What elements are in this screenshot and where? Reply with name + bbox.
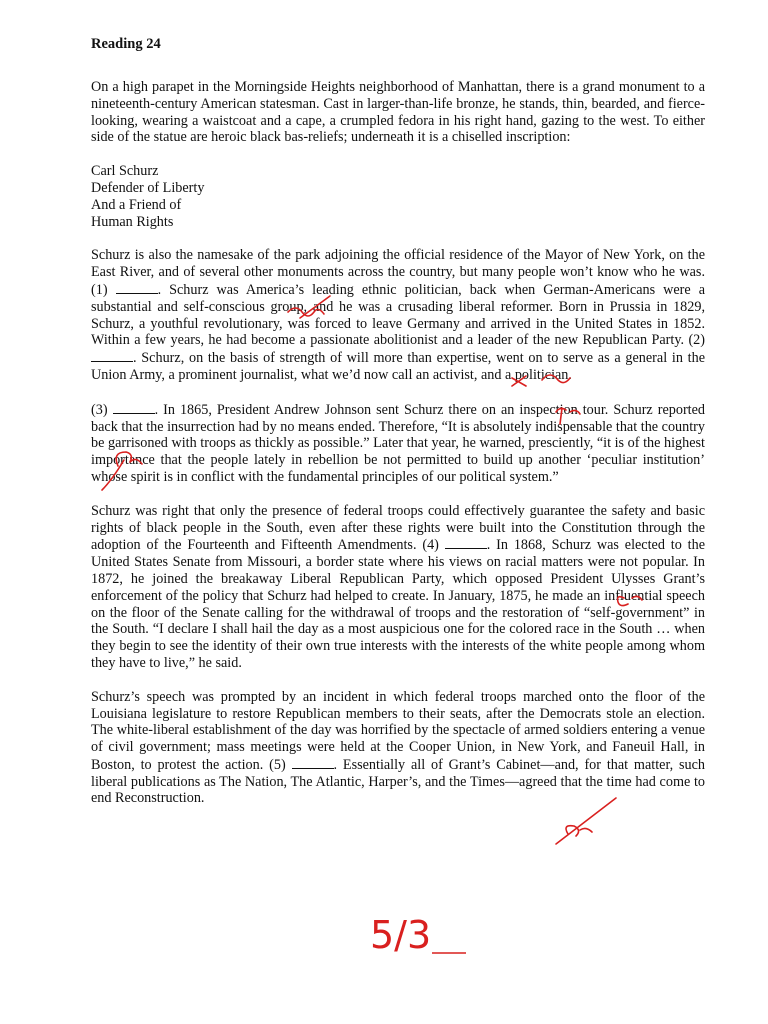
answer-blank-2[interactable] [91,349,133,362]
inscription-line: Defender of Liberty [91,179,205,196]
paragraph-3: (3) . In 1865, President Andrew Johnson sent Schurz there on an inspection tour. Schurz reported back that the insurrection had by no means ended. Therefore, “It is absolutely indispensable that the country be garrisoned with troops as thickly as possible.” Later that year, he warned, presciently, “it is of the highest importance that the people lately in rebellion be not permitted to build up another ‘peculiar institution’ whose spirit is in conflict with the fundamental principles of our political system.” [91,401,706,485]
inscription-line: Carl Schurz [91,163,159,180]
answer-blank-5[interactable] [292,756,334,769]
handwritten-score [360,912,480,956]
ink-mark [566,826,592,836]
paragraph-4: Schurz was right that only the presence of federal troops could effectively guarantee the safety and basic rights of black people in the South, even after these rights were built into the Constitution through the adoption of the Fourteenth and Fifteenth Amendments. (4) . In 1868, Schurz was elected to the United States Senate from Missouri, a border state where his views on racial matters were not popular. In 1872, he joined the breakaway Liberal Republican Party, which opposed President Ulysses Grant’s enforcement of the policy that Schurz had helped to create. In January, 1875, he made an influential speech on the floor of the Senate calling for the withdrawal of troops and the restoration of “self-government” in the South. “I declare I shall hail the day as a most auspicious one for the colored race in the South … when they begin to see the identity of their own true interests with the interests of the white people among whom they have to live,” he said. [91,502,706,671]
paragraph-5: Schurz’s speech was prompted by an incident in which federal troops marched onto the floor of the Louisiana legislature to restore Republican members to their seats, after the Democrats stole an election. The white-liberal establishment of the day was horrified by the spectacle of armed soldiers entering a venue of civil government; mass meetings were held at the Cooper Union, in New York, and Faneuil Hall, in Boston, to protest the action. (5) . Essentially all of Grant’s Cabinet—and, for that matter, such liberal publications as The Nation, The Atlantic, Harper’s, and the Times—agreed that the time had come to end Reconstruction. [91,688,705,807]
inscription-block [91,163,705,230]
inscription-line: Human Rights [91,213,174,230]
answer-blank-3[interactable] [113,401,155,414]
answer-blank-4[interactable] [445,536,487,549]
answer-blank-1[interactable] [116,281,158,294]
inscription-line: And a Friend of [91,196,182,213]
paragraph-1: On a high parapet in the Morningside Heights neighborhood of Manhattan, there is a grand monument to a nineteenth-century American statesman. Cast in larger-than-life bronze, he stands, thin, bearded, and fierce-looking, wearing a waistcoat and a cape, a crumpled fedora in his right hand, gazing to the west. To either side of the statue are heroic black bas-reliefs; underneath it is a chiselled inscription: [91,79,705,146]
paragraph-2: Schurz is also the namesake of the park adjoining the official residence of the Mayor of New York, on the East River, and of several other monuments across the country, but many people won’t know who he was. (1) . Schurz was America’s leading ethnic politician, back when German-Americans were a substantial and self-conscious group, and he was a crusading liberal reformer. Born in Prussia in 1829, Schurz, a youthful revolutionary, was forced to leave Germany and arrived in the United States in 1852. Within a few years, he had become a passionate abolitionist and a leader of the new Republican Party. (2) . Schurz, on the basis of strength of will more than expertise, went on to serve as a general in the Union Army, a prominent journalist, what we’d now call an activist, and a politician. [91,247,706,383]
reading-heading: Reading 24 [91,36,161,52]
document-page [91,36,705,824]
score-text: 5/3 [370,913,432,956]
